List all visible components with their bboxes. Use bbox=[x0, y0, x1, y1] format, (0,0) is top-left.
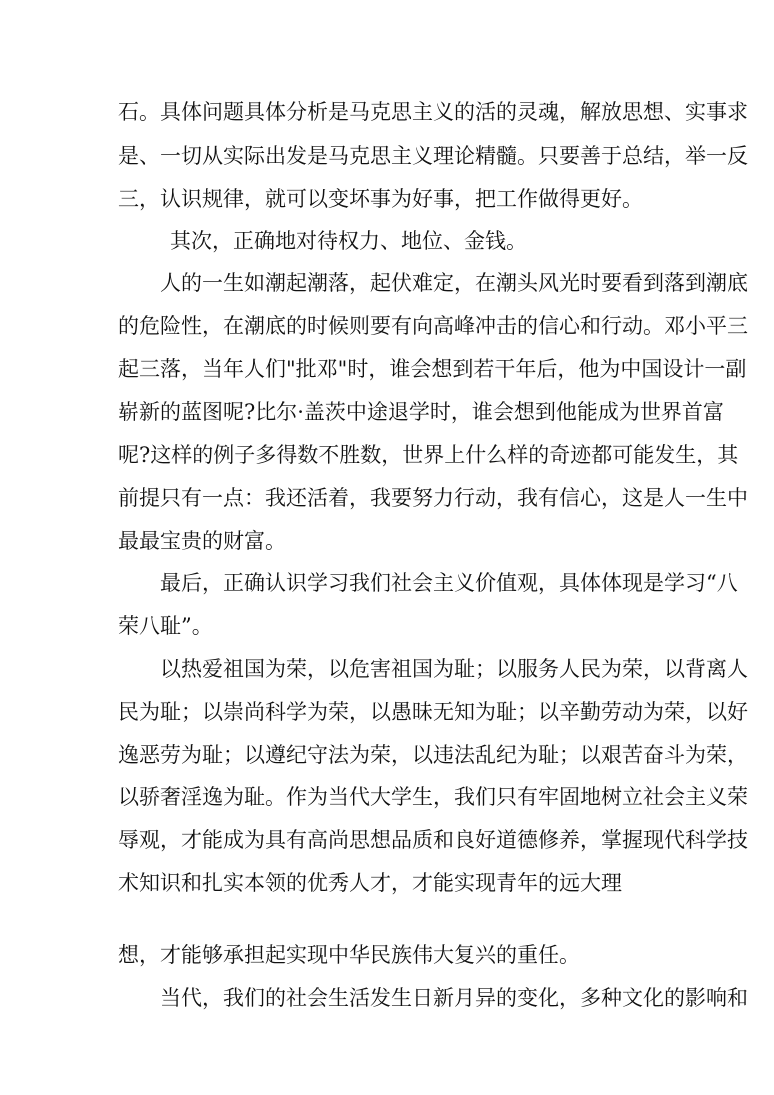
text-line: 逸恶劳为耻；以遵纪守法为荣，以违法乱纪为耻；以艰苦奋斗为荣， bbox=[118, 743, 748, 767]
text-line: 术知识和扎实本领的优秀人才，才能实现青年的远大理 bbox=[118, 871, 622, 895]
text-line: 民为耻；以崇尚科学为荣，以愚昧无知为耻；以辛勤劳动为荣，以好 bbox=[118, 700, 748, 724]
text-line: 是、一切从实际出发是马克思主义理论精髓。只要善于总结，举一反 bbox=[118, 144, 748, 168]
text-line: 人的一生如潮起潮落，起伏难定，在潮头风光时要看到落到潮底 bbox=[160, 271, 748, 295]
text-line: 起三落，当年人们"批邓"时，谁会想到若干年后，他为中国设计一副 bbox=[118, 357, 747, 381]
text-line: 以骄奢淫逸为耻。作为当代大学生，我们只有牢固地树立社会主义荣 bbox=[118, 785, 748, 809]
text-line: 其次，正确地对待权力、地位、金钱。 bbox=[170, 229, 527, 253]
text-line: 崭新的蓝图呢?比尔·盖茨中途退学时，谁会想到他能成为世界首富 bbox=[118, 400, 724, 424]
text-line: 最最宝贵的财富。 bbox=[118, 529, 286, 553]
text-line: 荣八耻”。 bbox=[118, 614, 213, 638]
text-line: 的危险性，在潮底的时候则要有向高峰冲击的信心和行动。邓小平三 bbox=[118, 314, 748, 338]
text-line: 三，认识规律，就可以变坏事为好事，把工作做得更好。 bbox=[118, 187, 643, 211]
text-line: 以热爱祖国为荣，以危害祖国为耻；以服务人民为荣，以背离人 bbox=[160, 657, 748, 681]
text-line: 当代，我们的社会生活发生日新月异的变化，多种文化的影响和 bbox=[160, 986, 748, 1010]
text-line: 石。具体问题具体分析是马克思主义的活的灵魂，解放思想、实事求 bbox=[118, 100, 748, 124]
text-line: 辱观，才能成为具有高尚思想品质和良好道德修养，掌握现代科学技 bbox=[118, 828, 748, 852]
text-line: 想，才能够承担起实现中华民族伟大复兴的重任。 bbox=[118, 943, 580, 967]
text-line: 呢?这样的例子多得数不胜数，世界上什么样的奇迹都可能发生，其 bbox=[118, 443, 739, 467]
text-line: 最后，正确认识学习我们社会主义价值观，具体体现是学习“八 bbox=[160, 571, 738, 595]
text-line: 前提只有一点：我还活着，我要努力行动，我有信心，这是人一生中 bbox=[118, 486, 748, 510]
